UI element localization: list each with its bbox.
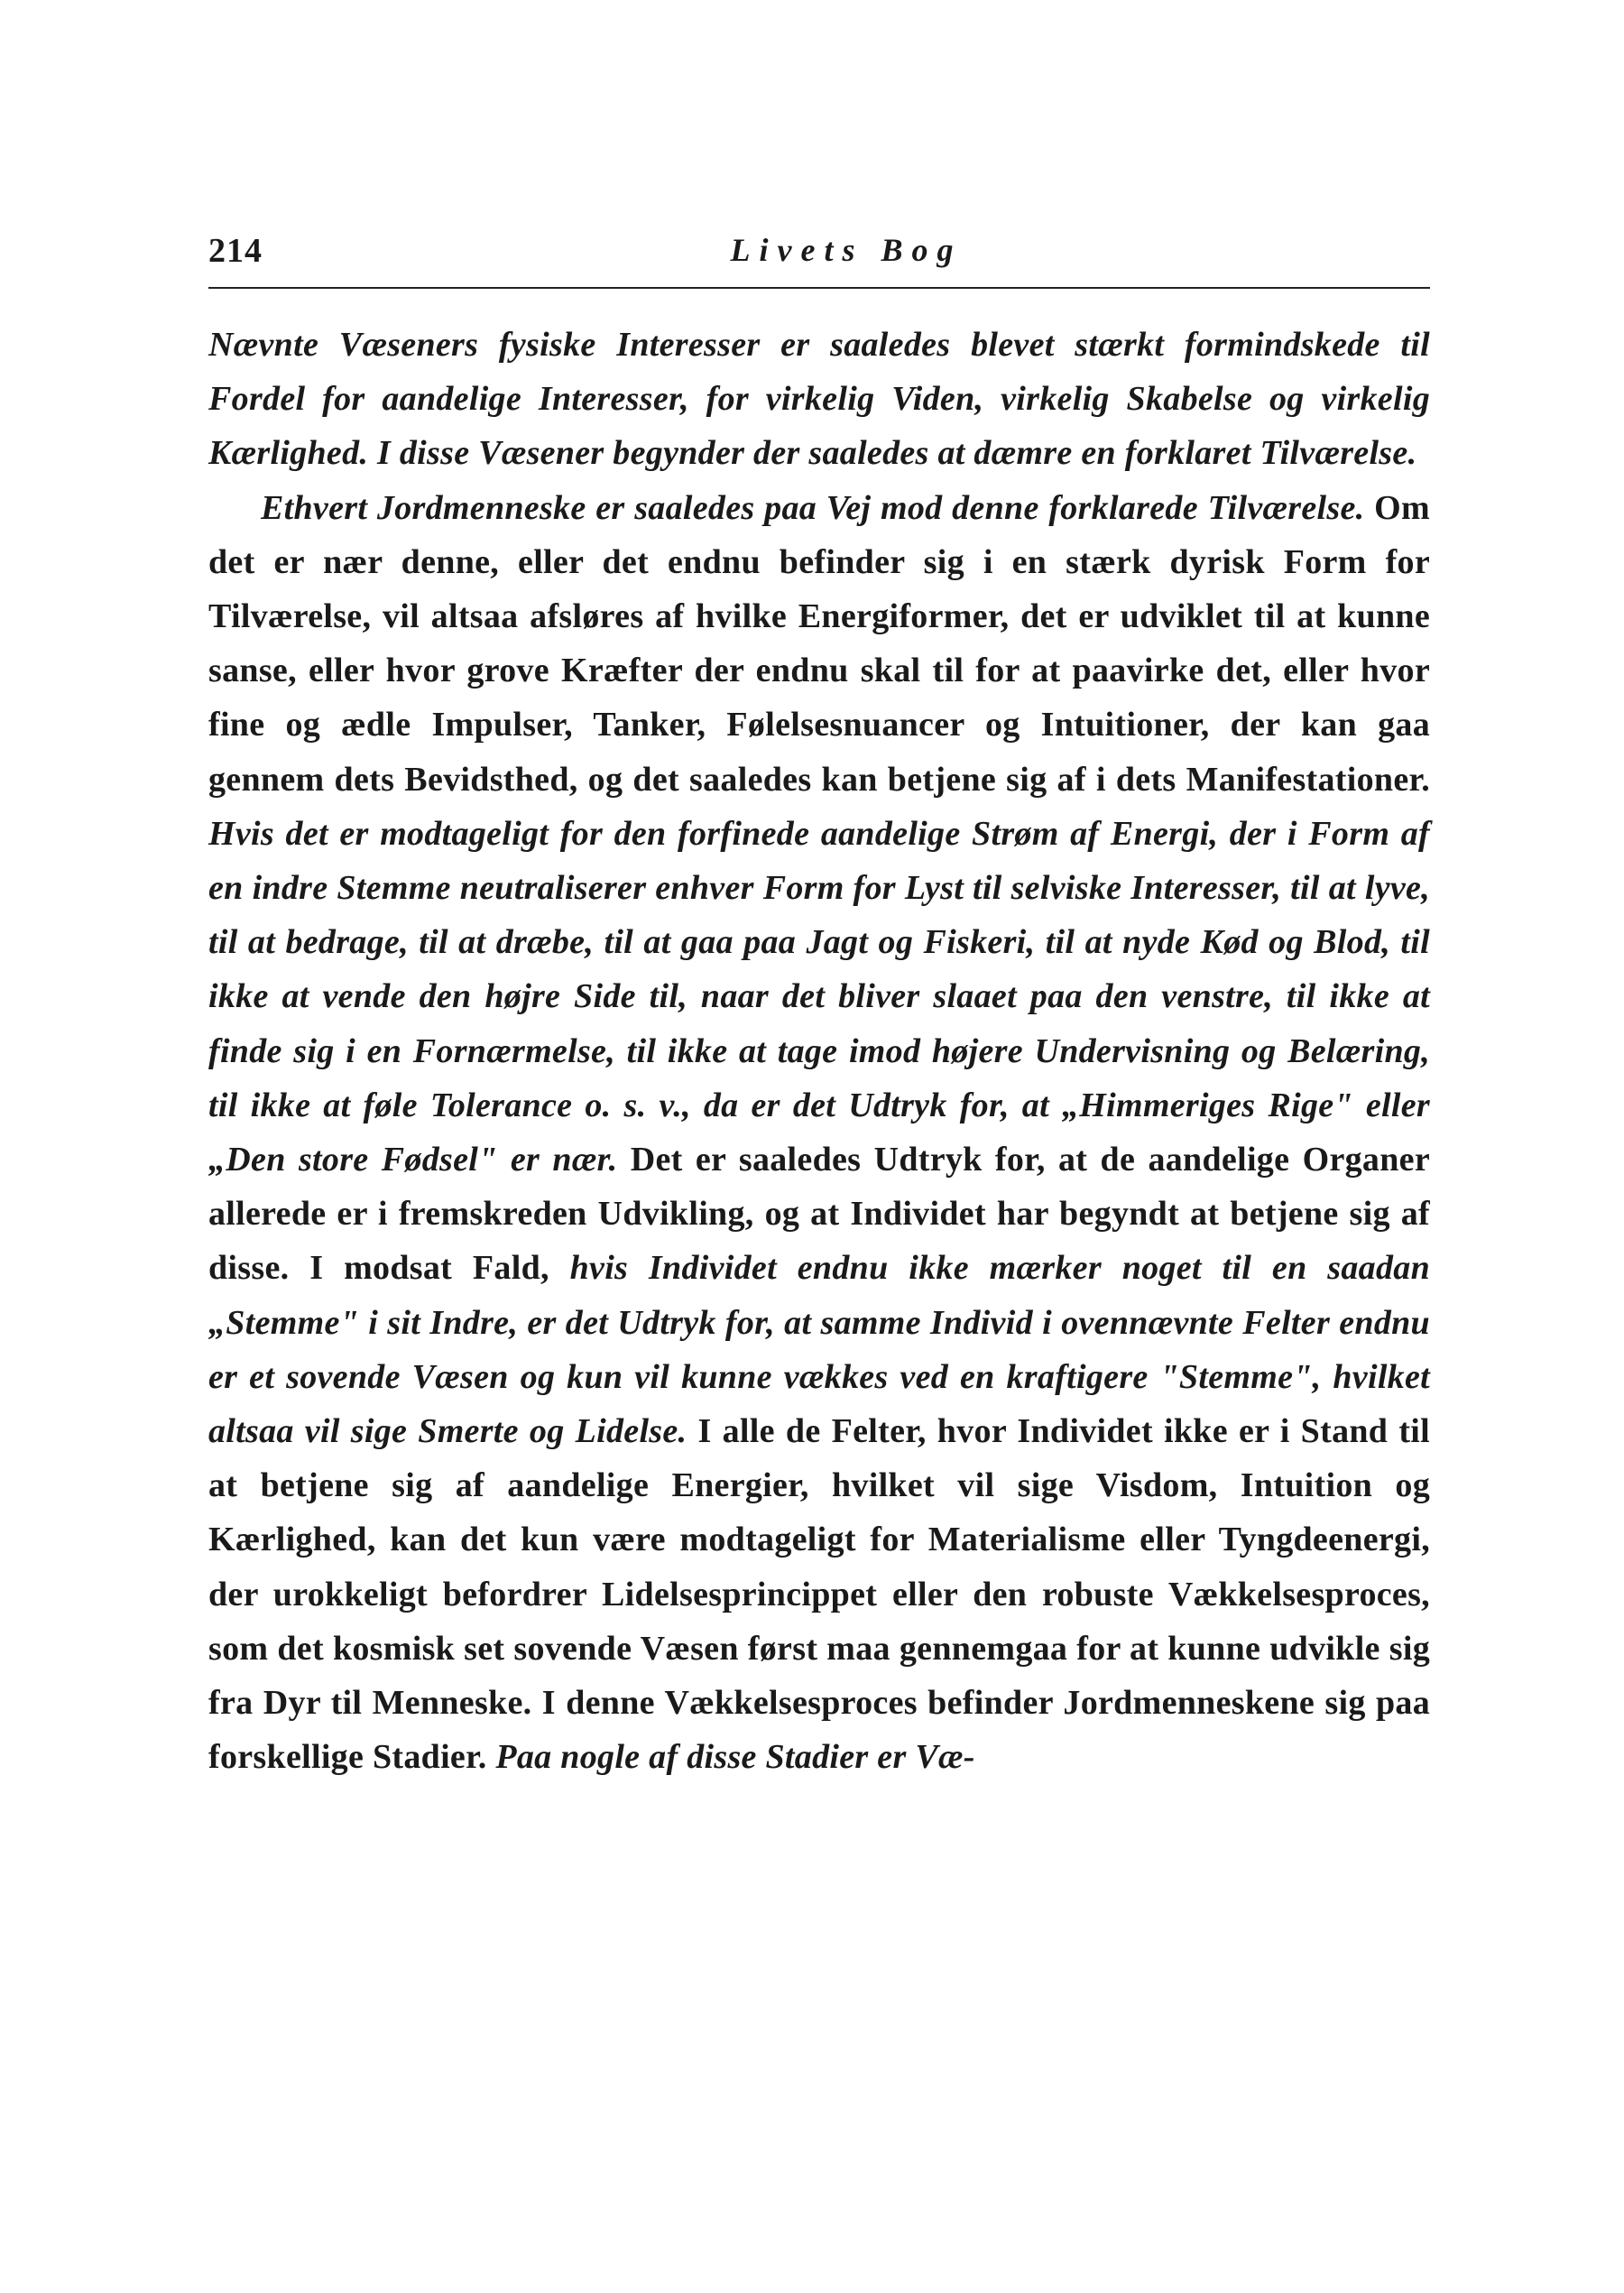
running-title: Livets Bog (730, 232, 963, 268)
text-segment-italic: hvis Individet endnu ikke mærker noget til en saadan „Stemme" i sit Indre, er det Udtryk for, at samme Individ i ovennævnte Felter endnu er et sovende Væsen og kun vil kunne vækkes ved en kraftigere "Stemme", hvilket altsaa vil sige Smerte og Lidelse. (208, 1249, 1431, 1451)
paragraph (208, 481, 1430, 1785)
page-number: 214 (208, 232, 263, 270)
text-segment-italic: Ethvert Jordmenneske er saaledes paa Vej mod denne forklarede Tilværelse. (261, 488, 1365, 527)
text-segment-italic: Nævnte Væseners fysiske Interesser er saaledes blevet stærkt formindskede til Fordel for aandelige Interesser, for virkelig Viden, virkelig Skabelse og virkelig Kærlighed. I disse Væsener begynder der saaledes at dæmre en forklaret Tilværelse. (208, 326, 1430, 473)
text-segment-italic: Hvis det er modtageligt for den forfinede aandelige Strøm af Energi, der i Form af en indre Stemme neutraliserer enhver Form for Lyst til selviske Interesser, til at lyve, til at bedrage, til at dræbe, til at gaa paa Jagt og Fiskeri, til at nyde Kød og Blod, til ikke at vende den højre Side til, naar det bliver slaaet paa den venstre, til ikke at finde sig i en Fornærmelse, til ikke at tage imod højere Undervisning og Belæring, til ikke at føle Tolerance o. s. v., da er det Udtryk for, at „Himmeriges Rige" eller „Den store Fødsel" er nær. (208, 814, 1430, 1179)
page-header (208, 224, 1430, 289)
text-segment: I alle de Felter, hvor Individet ikke er i Stand til at betjene sig af aandelige Energier, hvilket vil sige Visdom, Intuition og Kærlighed, kan det kun være modtageligt for Materialisme eller Tyngdeenergi, der urokkeligt befordrer Lidelsesprincippet eller den robuste Vækkelsesproces, som det kosmisk set sovende Væsen først maa gennemgaa for at kunne udvikle sig fra Dyr til Menneske. I denne Vækkelsesproces befinder Jordmenneskene sig paa forskellige Stadier. (208, 1412, 1430, 1777)
body-text (208, 318, 1430, 1784)
paragraph (208, 318, 1430, 481)
text-segment: Det er saaledes Udtryk for, at de aandelige Organer allerede er i fremskreden Udvikling, og at Individet har begyndt at betjene sig af disse. I modsat Fald, (208, 1141, 1430, 1288)
text-segment-italic: Paa nogle af disse Stadier er Væ- (495, 1738, 975, 1777)
text-segment: Om det er nær denne, eller det endnu befinder sig i en stærk dyrisk Form for Tilværelse, vil altsaa afsløres af hvilke Energiformer, det er udviklet til at kunne sanse, eller hvor grove Kræfter der endnu skal til for at paavirke det, eller hvor fine og ædle Impulser, Tanker, Følelsesnuancer og Intuitioner, der kan gaa gennem dets Bevidsthed, og det saaledes kan betjene sig af i dets Manifestationer. (208, 488, 1430, 799)
